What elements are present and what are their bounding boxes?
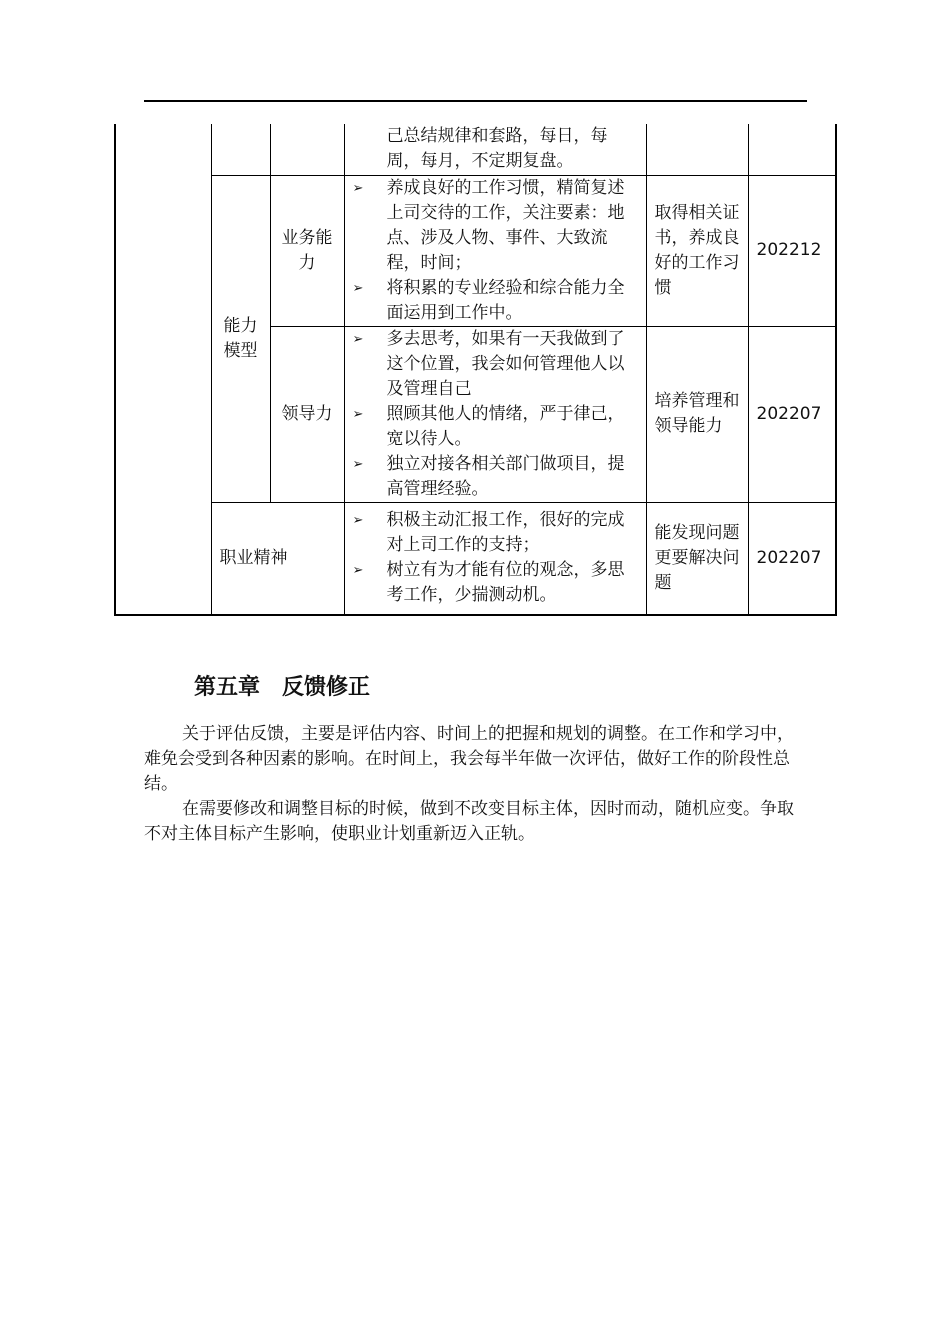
items-business <box>344 175 646 326</box>
result-professional: 能发现问题更要解决问题 <box>646 502 748 615</box>
paragraph: 在需要修改和调整目标的时候，做到不改变目标主体，因时而动，随机应变。争取不对主体目标产生影响，使职业计划重新迈入正轨。 <box>144 799 794 844</box>
date-leadership: 202207 <box>748 326 836 502</box>
list-item: ➢ 多去思考，如果有一天我做到了这个位置，我会如何管理他人以及管理自己 <box>352 328 625 399</box>
list-item: ➢ 养成良好的工作习惯，精简复述上司交待的工作，关注要素：地点、涉及人物、事件、大致流程，时间； <box>352 177 625 273</box>
continued-content: 己总结规律和套路，每日，每周，每月，不定期复盘。 <box>344 124 646 175</box>
ability-table <box>114 124 837 616</box>
table-row <box>115 124 836 175</box>
table-row <box>115 175 836 326</box>
list-item: ➢ 独立对接各相关部门做项目，提高管理经验。 <box>352 453 625 499</box>
arrow-bullet-icon: ➢ <box>352 280 364 296</box>
group-label: 能力模型 <box>211 175 270 502</box>
blank-cell <box>270 124 344 175</box>
sub-label-leadership: 领导力 <box>270 326 344 502</box>
blank-left-cell <box>115 124 211 615</box>
professional-spirit-label: 职业精神 <box>211 502 344 615</box>
list-item: ➢ 将积累的专业经验和综合能力全面运用到工作中。 <box>352 277 625 323</box>
result-business: 取得相关证书，养成良好的工作习惯 <box>646 175 748 326</box>
arrow-bullet-icon: ➢ <box>352 513 364 529</box>
result-leadership: 培养管理和领导能力 <box>646 326 748 502</box>
arrow-bullet-icon: ➢ <box>352 563 364 579</box>
table-row <box>115 502 836 615</box>
continued-date <box>748 124 836 175</box>
items-professional <box>344 502 646 615</box>
continued-result <box>646 124 748 175</box>
arrow-bullet-icon: ➢ <box>352 456 364 472</box>
list-item: ➢ 积极主动汇报工作，很好的完成对上司工作的支持； <box>352 510 625 556</box>
arrow-bullet-icon: ➢ <box>352 331 364 347</box>
date-business: 202212 <box>748 175 836 326</box>
arrow-bullet-icon: ➢ <box>352 180 364 196</box>
arrow-bullet-icon: ➢ <box>352 406 364 422</box>
chapter-title: 第五章 反馈修正 <box>194 675 371 700</box>
items-leadership <box>344 326 646 502</box>
date-professional: 202207 <box>748 502 836 615</box>
sub-label-business: 业务能力 <box>270 175 344 326</box>
header-rule <box>144 100 807 102</box>
blank-cell <box>211 124 270 175</box>
list-item: ➢ 树立有为才能有位的观念，多思考工作，少揣测动机。 <box>352 560 625 606</box>
list-item: ➢ 照顾其他人的情绪，严于律己，宽以待人。 <box>352 403 625 449</box>
paragraph: 关于评估反馈，主要是评估内容、时间上的把握和规划的调整。在工作和学习中，难免会受到各种因素的影响。在时间上，我会每半年做一次评估，做好工作的阶段性总结。 <box>144 724 794 794</box>
